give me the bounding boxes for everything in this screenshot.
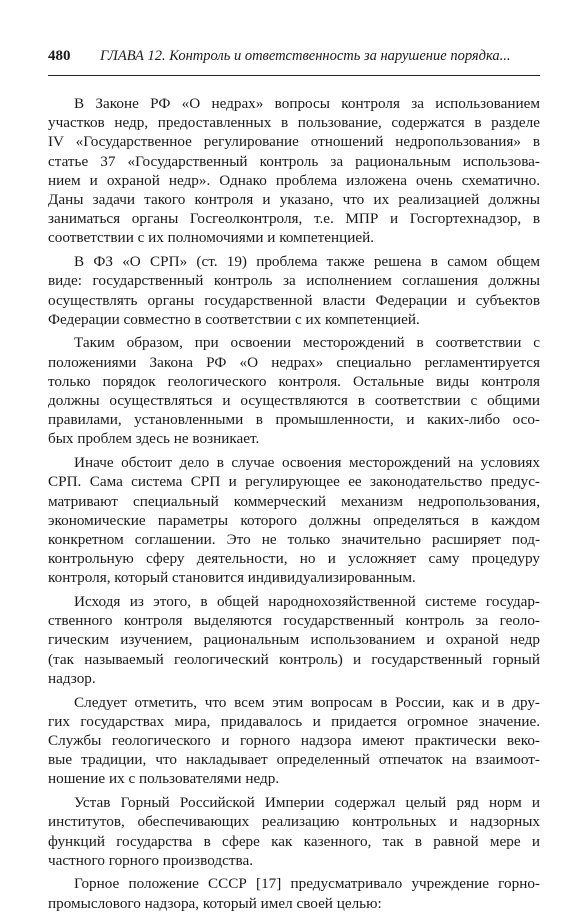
body-text	[48, 94, 540, 917]
text-line: промыслового надзора, который имел своей целью:	[48, 894, 382, 912]
text-line: Следует отметить, что всем этим вопросам в России, как и в дру-	[74, 693, 540, 711]
text-line: бых проблем здесь не возникает.	[48, 430, 260, 448]
paragraph	[48, 252, 540, 329]
paragraph	[48, 94, 540, 248]
text-line: Горное положение СССР [17] предусматривало учреждение горно-	[74, 875, 540, 893]
text-line: Федерации совместно в соответствии с их компетенцией.	[48, 310, 420, 328]
text-line: положениями Закона РФ «О недрах» специально регламентируется	[48, 353, 540, 371]
text-line: Таким образом, при освоении месторождений в соответствии с	[74, 334, 540, 352]
text-line: Службы геологического и горного надзора имеют практически веко-	[48, 732, 540, 749]
paragraph	[48, 693, 540, 789]
text-line: экономические параметры которого должны определяться в каждом	[48, 511, 540, 529]
text-line: ственного контроля выделяются государственный контроль за геоло-	[48, 612, 540, 630]
text-line: правилами, установленными в промышленности, и каких-либо осо-	[48, 411, 540, 429]
page-header	[48, 42, 540, 76]
text-line: Даны задачи такого контроля и указано, что их реализацией должны	[48, 191, 540, 209]
text-line: только порядок геологического контроля. Остальные виды контроля	[48, 372, 540, 390]
text-line: вые традиции, что накладывает определенный отпечаток на взаимоот-	[48, 751, 540, 769]
paragraph	[48, 874, 540, 912]
text-line: Устав Горный Российской Империи содержал целый ряд норм и	[74, 794, 540, 812]
text-line: В ФЗ «О СРП» (ст. 19) проблема также решена в самом общем	[74, 253, 540, 271]
text-line: нием и охраной недр». Однако проблема изложена очень схематично.	[48, 171, 540, 189]
text-line: В Законе РФ «О недрах» вопросы контроля за использованием	[74, 95, 540, 112]
text-line: институтов, обеспечивающих реализацию контрольных и надзорных	[48, 813, 540, 831]
text-line: гих государствах мира, придавалось и придается огромное значение.	[48, 712, 540, 730]
text-line: контроля, который становится индивидуализированным.	[48, 569, 416, 587]
text-line: участков недр, предоставленных в пользование, содержатся в разделе	[48, 114, 540, 132]
text-line: заниматься органы Госгеолконтроля, т.е. МПР и Госгортехнадзор, в	[48, 210, 540, 228]
text-line: Иначе обстоит дело в случае освоения месторождений на условиях	[74, 454, 540, 472]
paragraph	[48, 333, 540, 448]
text-line: виде: государственный контроль за исполнением соглашения должны	[48, 272, 540, 290]
text-line: функций государства в сфере как казенного, так в равной мере и	[48, 832, 540, 850]
text-line: СРП. Сама система СРП и регулирующее ее законодательство предус-	[48, 473, 540, 491]
text-line: (так называемый геологический контроль) и государственный горный	[48, 650, 540, 668]
text-line: осуществлять органы государственной власти Федерации и субъектов	[48, 291, 540, 309]
text-line: гическим изучением, рациональным использованием и охраной недр	[48, 631, 540, 649]
text-line: статье 37 «Государственный контроль за рациональным использова-	[48, 152, 540, 170]
text-line: надзор.	[48, 669, 96, 687]
running-title: ГЛАВА 12. Контроль и ответственность за нарушение порядка...	[100, 48, 511, 64]
text-line: соответствии с их полномочиями и компетенцией.	[48, 229, 375, 247]
text-line: ношение их с пользователями недр.	[48, 770, 280, 788]
text-line: Исходя из этого, в общей народнохозяйственной системе государ-	[74, 593, 540, 611]
text-line: частного горного производства.	[48, 851, 254, 869]
text-line: должны осуществляться и осуществляются в соответствии с общими	[48, 392, 540, 410]
text-line: IV «Государственное регулирование отношений недропользования» в	[48, 133, 540, 151]
page-number: 480	[48, 48, 71, 64]
paragraph	[48, 793, 540, 870]
text-line: матривают специальный коммерческий механизм недропользования,	[48, 492, 540, 510]
text-line: контрольную сферу деятельности, но и усложняет саму процедуру	[48, 550, 540, 568]
paragraph	[48, 453, 540, 587]
text-line: конкретном соглашении. Это не только значительно расширяет под-	[48, 530, 540, 548]
paragraph	[48, 592, 540, 688]
